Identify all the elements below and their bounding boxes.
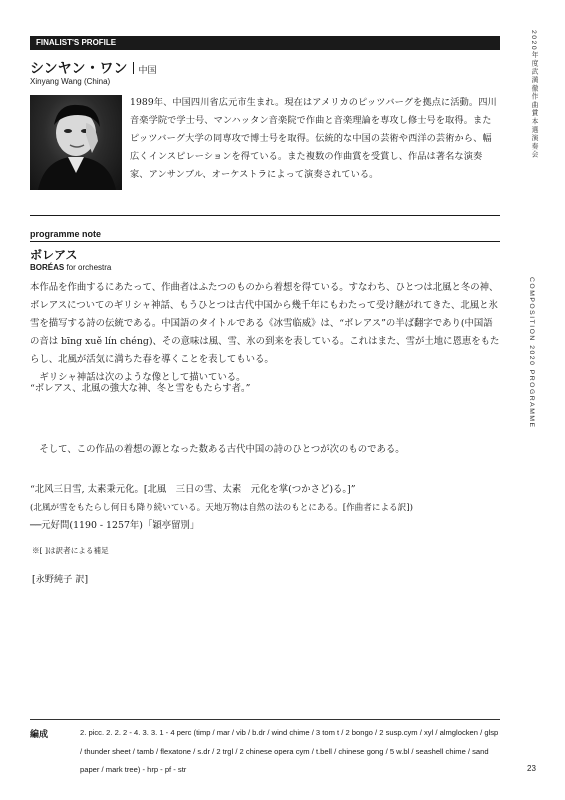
poem-block (30, 481, 502, 535)
finalist-name-row (30, 58, 157, 78)
finalist-country-jp: 中国 (138, 65, 157, 75)
work-title-en-bold: BORÉAS (30, 263, 65, 272)
finalist-biography: 1989年、中国四川省広元市生まれ。現在はアメリカのピッツバーグを拠点に活動。四川音楽学院で学士号、マンハッタン音楽院で作曲と音楽理論を専攻し修士号を取得。またピッツバーグ大学の同専攻で博士号を取得。伝統的な中国の芸術や西洋の芸術から、幅広くインスピレーションを得ている。また複数の作曲賞を受賞し、作品は著名な演奏家、アンサンブル、オーケストラによって演奏されている。 (130, 97, 497, 180)
name-separator (133, 62, 134, 74)
instrumentation-divider (30, 719, 500, 720)
poem-attribution: ──元好問(1190 - 1257年)「穎亭留別」 (30, 520, 200, 531)
section-header-bar: FINALIST'S PROFILE (30, 36, 500, 50)
instrumentation-label: 編成 (30, 729, 49, 739)
margin-vertical-programme: COMPOSITION 2020 PROGRAMME (528, 277, 535, 429)
poem-line: “北风三日雪, 太素秉元化。[北風 三日の雪、太素 元化を掌(つかさど)る。]” (30, 484, 356, 495)
instrumentation-text: 2. picc. 2. 2. 2 - 4. 3. 3. 1 - 4 perc (timp / mar / vib / b.dr / wind chime / 3 tom t / 2 bongo / 2 susp.cym / xyl / almglocken / glsp / thunder sheet / tamb / flexatone / s.dr / 2 trgl / 2 chinese opera cym / t.bell / chinese gong / 5 w.bl / seashell chime / sand paper / mark tree) - hrp - pf - str (80, 728, 499, 774)
divider (30, 241, 500, 242)
divider (30, 215, 500, 216)
translator-credit: [永野純子 訳] (32, 574, 89, 585)
greek-myth-quote: “ボレアス、北風の強大な神、冬と雪をもたらす者。” (30, 383, 251, 394)
programme-note-paragraph-1 (30, 279, 502, 387)
finalist-name-en: Xinyang Wang (China) (30, 77, 111, 86)
footnote: ※[ ]は訳者による補足 (32, 546, 109, 555)
finalist-name-jp: シンヤン・ワン (30, 60, 128, 76)
page-number: 23 (527, 764, 536, 773)
work-title-jp: ボレアス (30, 248, 78, 262)
programme-note-label: programme note (30, 229, 102, 239)
poem-translation: (北風が雪をもたらし何日も降り続いている。天地万物は自然の法のもとにある。[作曲者による訳]) (30, 503, 413, 513)
programme-note-paragraph-2: そして、この作品の着想の源となった数ある古代中国の詩のひとつが次のものである。 (39, 444, 405, 455)
work-title-en-rest: for orchestra (64, 263, 112, 272)
margin-vertical-title: 2020年度武満徹作曲賞本選演奏会 (530, 30, 537, 160)
portrait-silhouette-icon (30, 95, 122, 190)
work-title-en (30, 263, 111, 272)
paragraph-text: ギリシャ神話は次のような像として描いている。 (39, 372, 246, 383)
portrait-photo (30, 95, 122, 190)
paragraph-text: 本作品を作曲するにあたって、作曲者はふたつのものから着想を得ている。すなわち、ひとつは北風と冬の神、ボレアスについてのギリシャ神話、もうひとつは古代中国から幾千年にもわたって受け継がれてきた、北風と氷雪を描写する詩の伝統である。中国語のタイトルである《冰雪临威》は、“ボレアス”の半ば翻字であり(中国語の音は bīng xuě lín chéng)、その意味は風、雪、氷の到来を表している。これはまた、雪が土地に恩恵をもたらし、北風が活気に満ちた春を導くことを表してもいる。 (30, 282, 500, 365)
